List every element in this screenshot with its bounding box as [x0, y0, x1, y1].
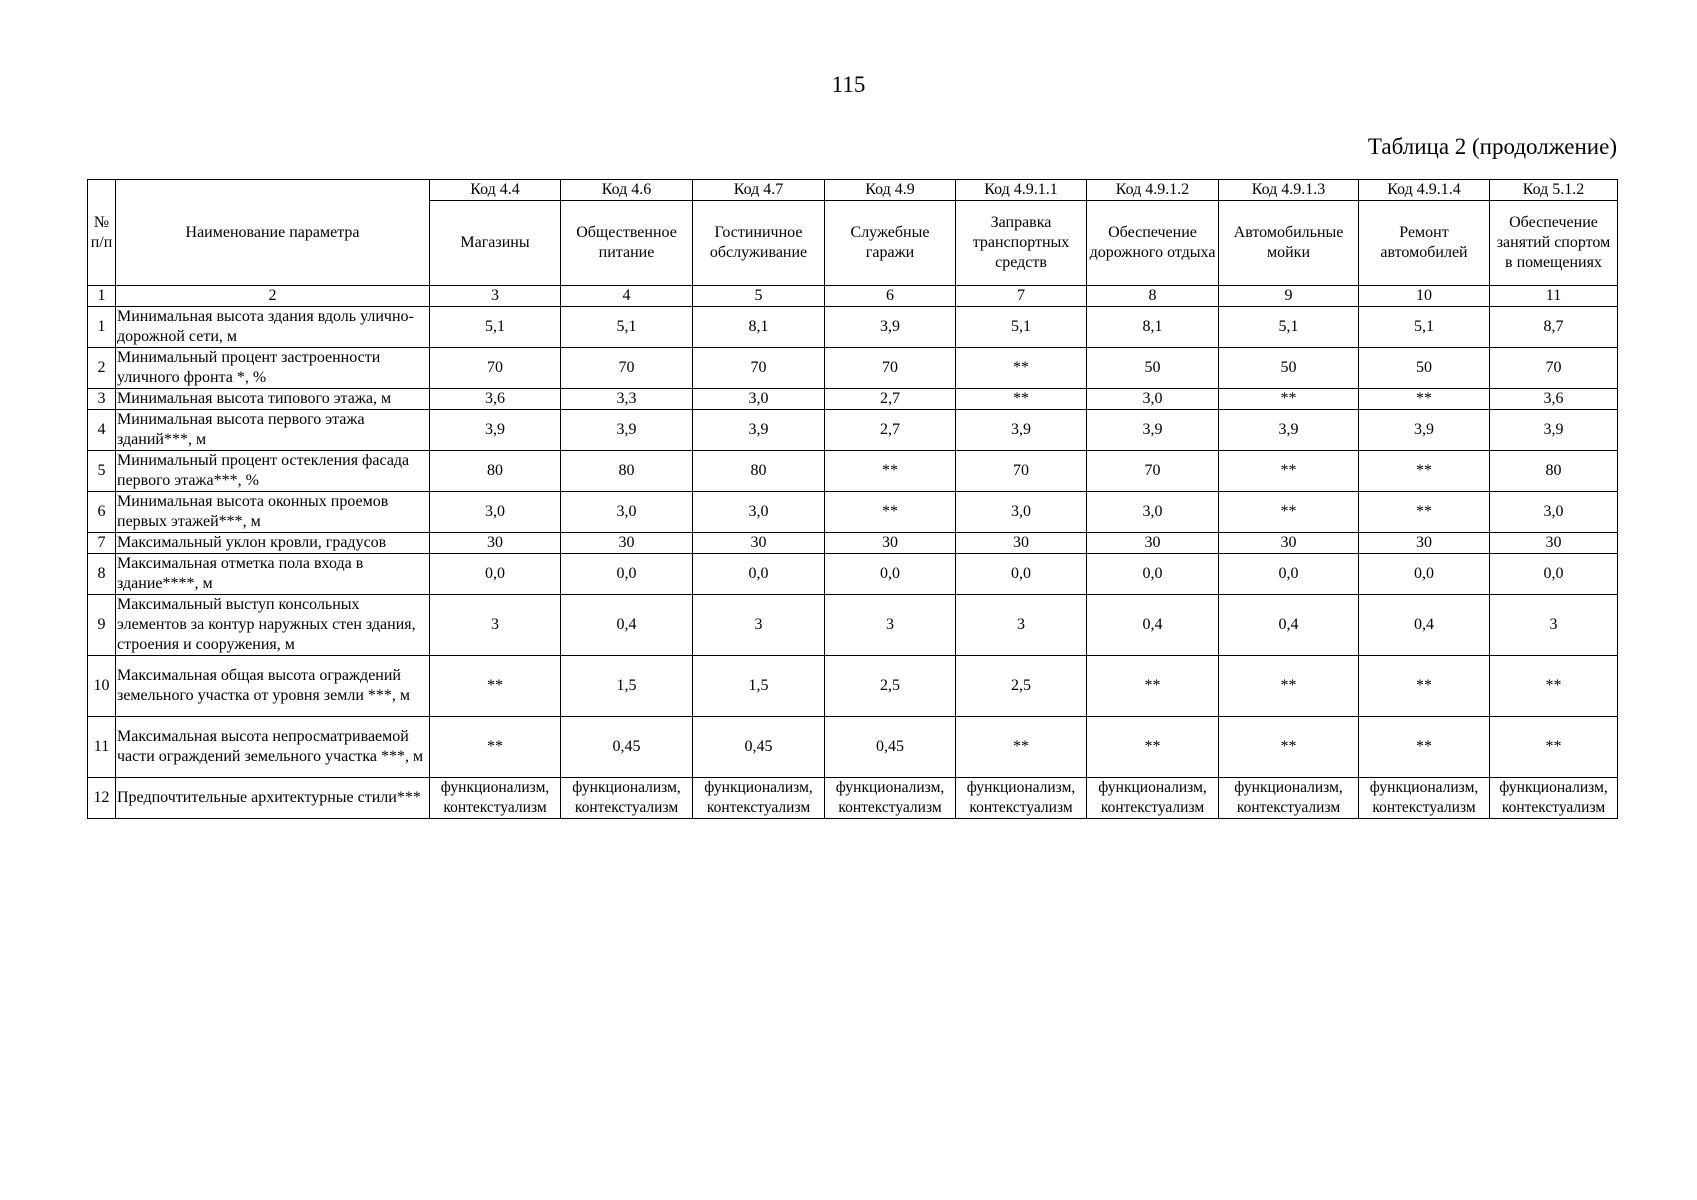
cell-value: функционализм, контекстуализм [1490, 778, 1618, 819]
cell-value: 3,0 [430, 492, 561, 533]
column-title: Обеспечение занятий спортом в помещениях [1490, 201, 1618, 286]
cell-value: 3 [430, 595, 561, 656]
cell-value: 3,0 [1490, 492, 1618, 533]
cell-value: 3,0 [561, 492, 693, 533]
cell-value: 1,5 [561, 656, 693, 717]
column-title: Служебные гаражи [825, 201, 956, 286]
cell-value: 30 [1219, 533, 1359, 554]
cell-value: 70 [561, 348, 693, 389]
cell-value: ** [825, 492, 956, 533]
cell-value: 3,9 [430, 410, 561, 451]
cell-value: 3 [956, 595, 1087, 656]
cell-value: 3,9 [561, 410, 693, 451]
row-number: 4 [88, 410, 116, 451]
param-name: Минимальная высота типового этажа, м [116, 389, 430, 410]
cell-value: ** [1219, 492, 1359, 533]
cell-value: ** [956, 717, 1087, 778]
cell-value: 3,6 [430, 389, 561, 410]
cell-value: 0,4 [1087, 595, 1219, 656]
cell-value: 0,45 [825, 717, 956, 778]
cell-value: 50 [1359, 348, 1490, 389]
cell-value: 8,1 [1087, 307, 1219, 348]
cell-value: 70 [430, 348, 561, 389]
cell-value: функционализм, контекстуализм [430, 778, 561, 819]
column-number: 2 [116, 286, 430, 307]
row-number: 5 [88, 451, 116, 492]
column-title: Автомобильные мойки [1219, 201, 1359, 286]
cell-value: 30 [561, 533, 693, 554]
cell-value: 50 [1219, 348, 1359, 389]
row-number: 9 [88, 595, 116, 656]
cell-value: ** [1087, 717, 1219, 778]
column-code: Код 4.9.1.1 [956, 180, 1087, 201]
cell-value: 3,0 [693, 492, 825, 533]
cell-value: 2,5 [956, 656, 1087, 717]
param-name: Минимальный процент остекления фасада первого этажа***, % [116, 451, 430, 492]
table-row [88, 410, 1618, 451]
num-header: № п/п [88, 180, 116, 286]
code-header-row [88, 180, 1618, 201]
cell-value: 0,0 [1087, 554, 1219, 595]
cell-value: функционализм, контекстуализм [1219, 778, 1359, 819]
cell-value: 30 [825, 533, 956, 554]
column-code: Код 4.9 [825, 180, 956, 201]
cell-value: 80 [561, 451, 693, 492]
cell-value: ** [825, 451, 956, 492]
cell-value: 0,0 [430, 554, 561, 595]
param-name: Максимальный выступ консольных элементов за контур наружных стен здания, строения и сооружения, м [116, 595, 430, 656]
column-number: 10 [1359, 286, 1490, 307]
row-number: 7 [88, 533, 116, 554]
cell-value: 0,45 [561, 717, 693, 778]
cell-value: ** [1219, 389, 1359, 410]
cell-value: 30 [1490, 533, 1618, 554]
cell-value: 8,1 [693, 307, 825, 348]
column-number: 11 [1490, 286, 1618, 307]
cell-value: 0,4 [1359, 595, 1490, 656]
cell-value: ** [1490, 717, 1618, 778]
cell-value: 2,5 [825, 656, 956, 717]
column-number: 3 [430, 286, 561, 307]
cell-value: ** [430, 656, 561, 717]
param-name: Минимальная высота здания вдоль улично-дорожной сети, м [116, 307, 430, 348]
cell-value: 3,3 [561, 389, 693, 410]
column-code: Код 5.1.2 [1490, 180, 1618, 201]
cell-value: функционализм, контекстуализм [693, 778, 825, 819]
cell-value: 3,9 [1087, 410, 1219, 451]
parameters-table [87, 179, 1618, 819]
column-number-row [88, 286, 1618, 307]
cell-value: 30 [693, 533, 825, 554]
cell-value: 80 [1490, 451, 1618, 492]
cell-value: 3,0 [956, 492, 1087, 533]
table-row [88, 389, 1618, 410]
row-number: 1 [88, 307, 116, 348]
cell-value: ** [1359, 656, 1490, 717]
param-name: Максимальная высота непросматриваемой части ограждений земельного участка ***, м [116, 717, 430, 778]
cell-value: 0,45 [693, 717, 825, 778]
cell-value: 0,0 [956, 554, 1087, 595]
cell-value: ** [956, 348, 1087, 389]
page-number: 115 [831, 72, 866, 97]
column-title: Ремонт автомобилей [1359, 201, 1490, 286]
cell-value: 0,0 [561, 554, 693, 595]
cell-value: ** [1219, 717, 1359, 778]
cell-value: 0,0 [1359, 554, 1490, 595]
cell-value: ** [956, 389, 1087, 410]
row-number: 11 [88, 717, 116, 778]
table-row [88, 348, 1618, 389]
column-title: Общественное питание [561, 201, 693, 286]
column-number: 1 [88, 286, 116, 307]
cell-value: ** [1359, 389, 1490, 410]
cell-value: 30 [956, 533, 1087, 554]
cell-value: 0,0 [693, 554, 825, 595]
cell-value: 5,1 [561, 307, 693, 348]
cell-value: 0,4 [561, 595, 693, 656]
param-name: Максимальный уклон кровли, градусов [116, 533, 430, 554]
cell-value: 80 [430, 451, 561, 492]
param-name: Максимальная отметка пола входа в здание****, м [116, 554, 430, 595]
cell-value: 30 [1359, 533, 1490, 554]
cell-value: ** [1359, 492, 1490, 533]
cell-value: 3,6 [1490, 389, 1618, 410]
column-title: Обеспечение дорожного отдыха [1087, 201, 1219, 286]
cell-value: 3 [1490, 595, 1618, 656]
cell-value: ** [1219, 451, 1359, 492]
row-number: 3 [88, 389, 116, 410]
cell-value: 3,9 [693, 410, 825, 451]
column-code: Код 4.9.1.4 [1359, 180, 1490, 201]
cell-value: ** [1087, 656, 1219, 717]
cell-value: ** [1359, 451, 1490, 492]
row-number: 12 [88, 778, 116, 819]
cell-value: 3,9 [825, 307, 956, 348]
cell-value: функционализм, контекстуализм [1087, 778, 1219, 819]
cell-value: 3,9 [1219, 410, 1359, 451]
cell-value: 3,9 [1359, 410, 1490, 451]
table-row [88, 595, 1618, 656]
table-row [88, 307, 1618, 348]
cell-value: 80 [693, 451, 825, 492]
cell-value: 3,9 [956, 410, 1087, 451]
column-code: Код 4.9.1.3 [1219, 180, 1359, 201]
column-number: 8 [1087, 286, 1219, 307]
row-number: 6 [88, 492, 116, 533]
cell-value: 5,1 [1219, 307, 1359, 348]
table-caption: Таблица 2 (продолжение) [1367, 134, 1617, 159]
table-row [88, 778, 1618, 819]
cell-value: 0,0 [825, 554, 956, 595]
cell-value: 70 [1490, 348, 1618, 389]
column-title: Заправка транспортных средств [956, 201, 1087, 286]
table-row [88, 554, 1618, 595]
cell-value: 2,7 [825, 410, 956, 451]
table-row [88, 717, 1618, 778]
cell-value: 70 [956, 451, 1087, 492]
param-name: Предпочтительные архитектурные стили*** [116, 778, 430, 819]
column-title: Гостиничное обслуживание [693, 201, 825, 286]
column-title: Магазины [430, 201, 561, 286]
table-row [88, 533, 1618, 554]
param-name: Максимальная общая высота ограждений земельного участка от уровня земли ***, м [116, 656, 430, 717]
param-name-header: Наименование параметра [116, 180, 430, 286]
cell-value: функционализм, контекстуализм [956, 778, 1087, 819]
param-name: Минимальный процент застроенности уличного фронта *, % [116, 348, 430, 389]
cell-value: функционализм, контекстуализм [825, 778, 956, 819]
cell-value: 30 [430, 533, 561, 554]
row-number: 2 [88, 348, 116, 389]
cell-value: 3,0 [1087, 492, 1219, 533]
cell-value: 3 [693, 595, 825, 656]
table-row [88, 451, 1618, 492]
cell-value: ** [430, 717, 561, 778]
cell-value: 5,1 [1359, 307, 1490, 348]
cell-value: 30 [1087, 533, 1219, 554]
cell-value: 70 [1087, 451, 1219, 492]
cell-value: 0,0 [1490, 554, 1618, 595]
row-number: 10 [88, 656, 116, 717]
cell-value: ** [1219, 656, 1359, 717]
column-code: Код 4.6 [561, 180, 693, 201]
column-number: 5 [693, 286, 825, 307]
cell-value: 3 [825, 595, 956, 656]
cell-value: 3,9 [1490, 410, 1618, 451]
cell-value: ** [1490, 656, 1618, 717]
cell-value: 3,0 [1087, 389, 1219, 410]
cell-value: 0,4 [1219, 595, 1359, 656]
cell-value: функционализм, контекстуализм [1359, 778, 1490, 819]
cell-value: 70 [693, 348, 825, 389]
cell-value: 8,7 [1490, 307, 1618, 348]
table-row [88, 656, 1618, 717]
column-number: 9 [1219, 286, 1359, 307]
cell-value: 2,7 [825, 389, 956, 410]
cell-value: 1,5 [693, 656, 825, 717]
cell-value: ** [1359, 717, 1490, 778]
column-code: Код 4.4 [430, 180, 561, 201]
column-code: Код 4.9.1.2 [1087, 180, 1219, 201]
column-number: 6 [825, 286, 956, 307]
cell-value: 50 [1087, 348, 1219, 389]
cell-value: функционализм, контекстуализм [561, 778, 693, 819]
param-name: Минимальная высота оконных проемов первых этажей***, м [116, 492, 430, 533]
cell-value: 0,0 [1219, 554, 1359, 595]
param-name: Минимальная высота первого этажа зданий***, м [116, 410, 430, 451]
table-row [88, 492, 1618, 533]
column-number: 7 [956, 286, 1087, 307]
cell-value: 5,1 [430, 307, 561, 348]
row-number: 8 [88, 554, 116, 595]
cell-value: 5,1 [956, 307, 1087, 348]
cell-value: 3,0 [693, 389, 825, 410]
column-code: Код 4.7 [693, 180, 825, 201]
cell-value: 70 [825, 348, 956, 389]
column-number: 4 [561, 286, 693, 307]
